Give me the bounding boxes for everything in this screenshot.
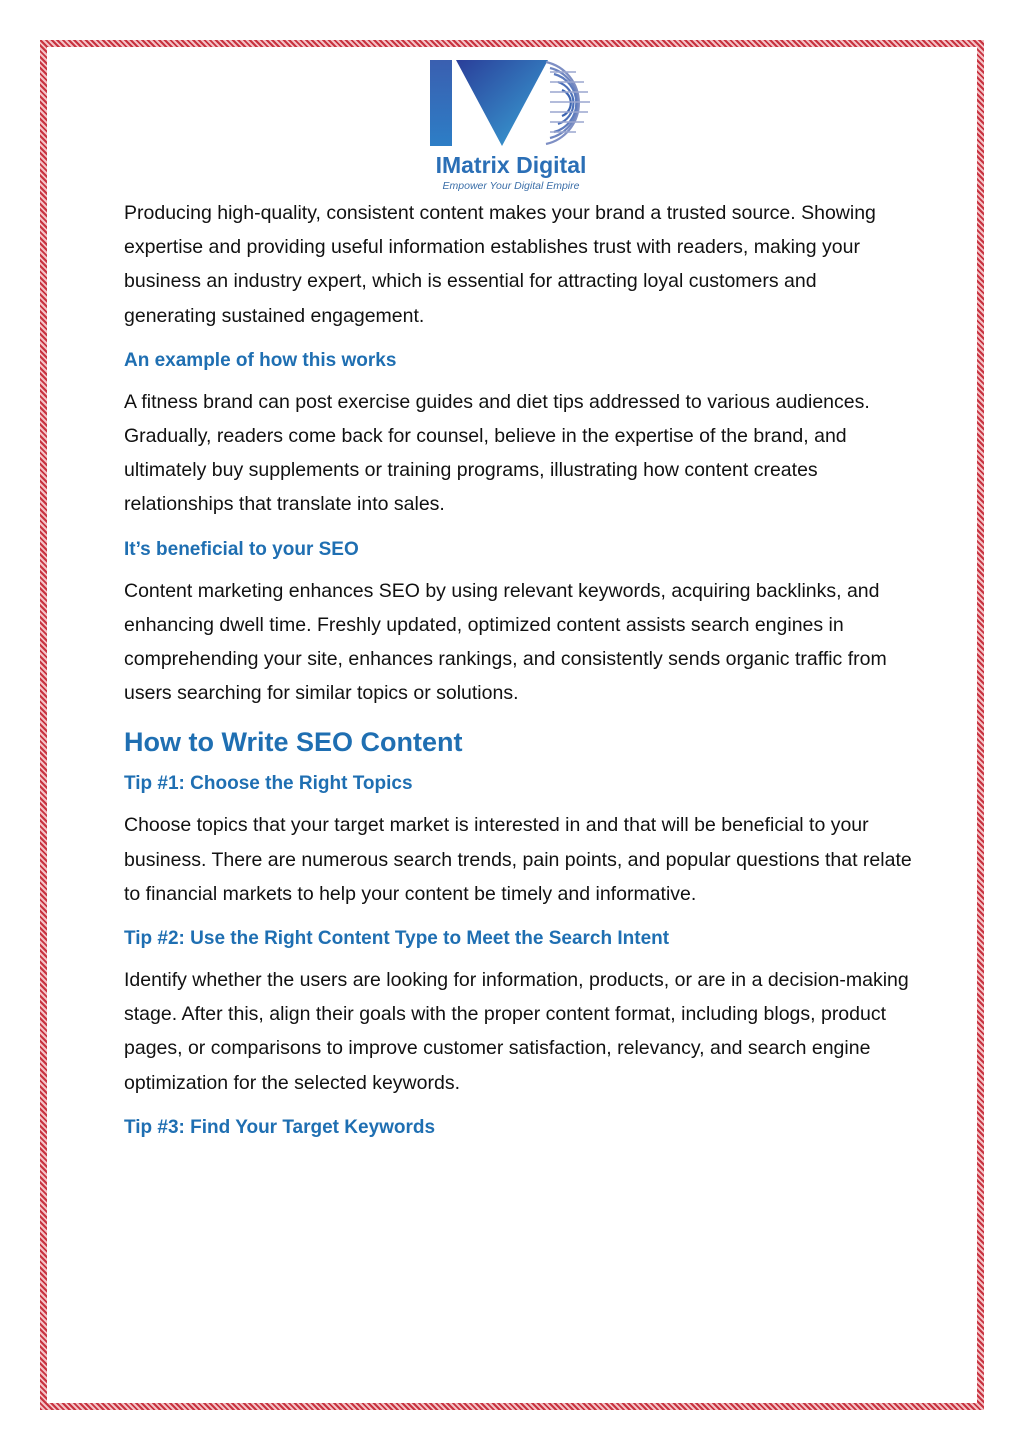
example-paragraph: A fitness brand can post exercise guides and diet tips addressed to various audiences. Gradually, readers come back for counsel, believe in the expertise of the brand, and ultimately buy supplements or training programs, illustrating how content creates relationships that translate into sales. <box>124 390 870 516</box>
brand-name: IMatrix Digital <box>435 152 587 178</box>
main-heading-write-seo: How to Write SEO Content <box>124 727 463 758</box>
tip-2-paragraph: Identify whether the users are looking for information, products, or are in a decision-making stage. After this, align their goals with the proper content format, including blogs, product pages, or comparisons to improve customer satisfaction, relevancy, and search engine optimization for the selected keywords. <box>124 969 909 1094</box>
seo-benefit-paragraph: Content marketing enhances SEO by using relevant keywords, acquiring backlinks, and enhancing dwell time. Freshly updated, optimized content assists search engines in comprehending your site, enhances rankings, and consistently sends organic traffic from users searching for similar topics or solutions. <box>124 579 887 705</box>
tip-3-heading: Tip #3: Find Your Target Keywords <box>124 1116 436 1138</box>
article-content <box>124 196 914 1152</box>
section-heading-example: An example of how this works <box>124 349 397 371</box>
tip-2-heading: Tip #2: Use the Right Content Type to Meet the Search Intent <box>124 928 670 950</box>
section-heading-seo-benefit: It’s beneficial to your SEO <box>124 538 359 560</box>
brand-tagline: Empower Your Digital Empire <box>442 180 580 192</box>
intro-paragraph: Producing high-quality, consistent content makes your brand a trusted source. Showing expertise and providing useful information establishes trust with readers, making your business an industry expert, which is essential for attracting loyal customers and generating sustained engagement. <box>124 202 876 327</box>
tip-1-paragraph: Choose topics that your target market is interested in and that will be beneficial to your business. There are numerous search trends, pain points, and popular questions that relate to financial markets to help your content be timely and informative. <box>124 814 912 905</box>
tip-1-heading: Tip #1: Choose the Right Topics <box>124 773 413 795</box>
